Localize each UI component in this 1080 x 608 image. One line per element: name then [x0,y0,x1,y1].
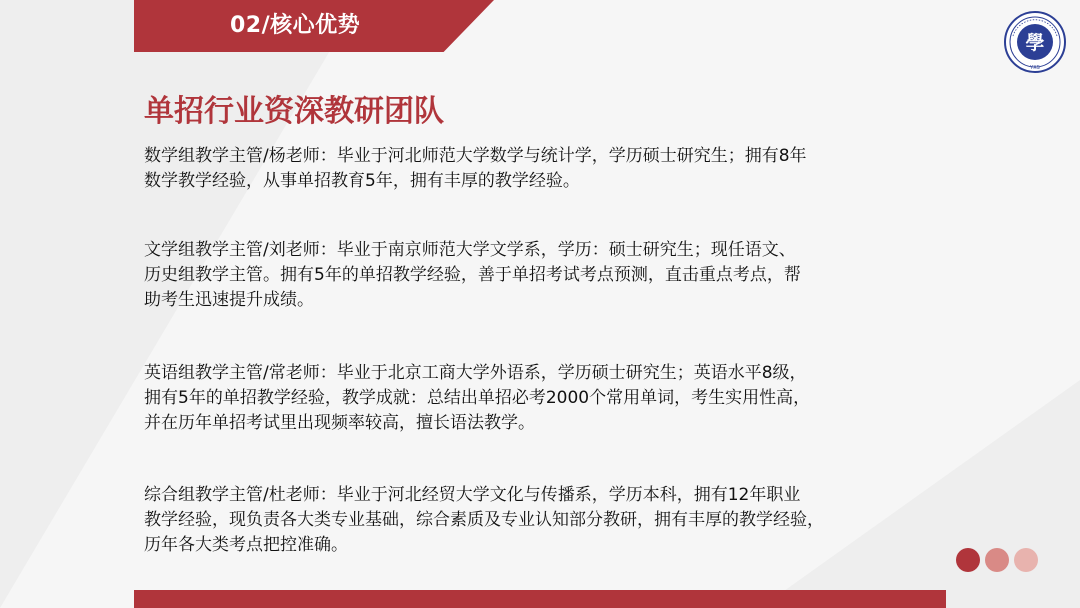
decorative-dot-3 [1014,548,1038,572]
paragraph-line: 文学组教学主管/刘老师：毕业于南京师范大学文学系，学历：硕士研究生；现任语文、 [144,240,796,260]
section-title: 单招行业资深教研团队 [144,94,444,129]
teacher-paragraph-literature [144,238,964,313]
paragraph-line: 数学教学经验，从事单招教育5年，拥有丰厚的教学经验。 [144,171,580,191]
school-logo [1003,10,1067,74]
paragraph-line: 助考生迅速提升成绩。 [144,290,314,310]
paragraph-line: 英语组教学主管/常老师：毕业于北京工商大学外语系，学历硕士研究生；英语水平8级， [144,363,807,383]
footer-bar [134,590,946,608]
paragraph-line: 数学组教学主管/杨老师：毕业于河北师范大学数学与统计学，学历硕士研究生；拥有8年 [144,146,807,166]
page-title: 02/核心优势 [230,13,361,38]
teacher-paragraph-math [144,144,964,194]
logo-seal-glyph: 學 [1025,32,1045,54]
decorative-dot-1 [956,548,980,572]
teacher-paragraph-english [144,361,964,436]
paragraph-line: 教学经验，现负责各大类专业基础，综合素质及专业认知部分教研，拥有丰厚的教学经验， [144,510,824,530]
paragraph-line: 历年各大类考点把控准确。 [144,535,348,555]
paragraph-line: 并在历年单招考试里出现频率较高，擅长语法教学。 [144,413,535,433]
paragraph-line: 拥有5年的单招教学经验，教学成就：总结出单招必考2000个常用单词，考生实用性高， [144,388,811,408]
logo-small-text: YXS [1030,65,1040,71]
paragraph-line: 综合组教学主管/杜老师：毕业于河北经贸大学文化与传播系，学历本科，拥有12年职业 [144,485,801,505]
decorative-dot-2 [985,548,1009,572]
paragraph-line: 历史组教学主管。拥有5年的单招教学经验，善于单招考试考点预测，直击重点考点，帮 [144,265,801,285]
teacher-paragraph-comprehensive [144,483,964,558]
